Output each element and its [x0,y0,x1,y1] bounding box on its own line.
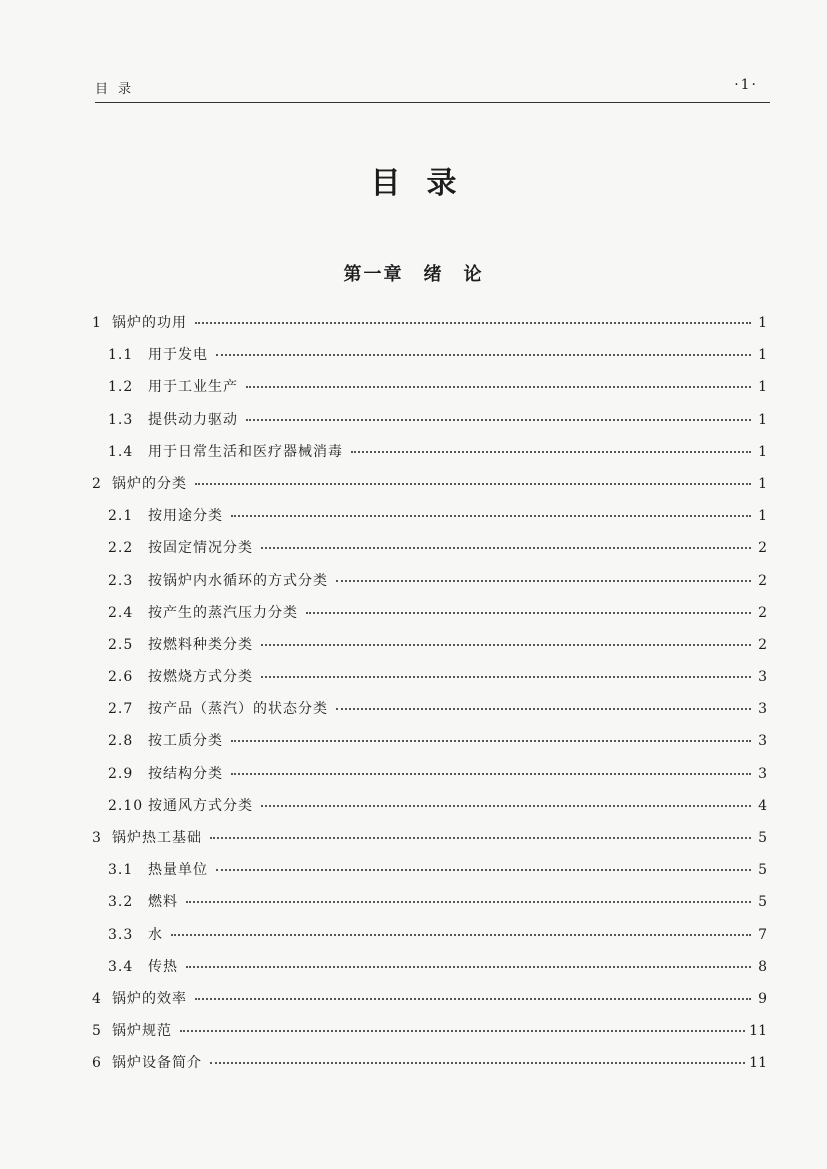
toc-entry-page: 1 [758,411,767,428]
toc-entry-label: 用于工业生产 [148,379,238,396]
toc-entry-number: 3 [92,830,102,846]
toc-dot-leader [231,739,751,742]
toc-entry[interactable] [92,1047,767,1079]
toc-entry-number: 4 [92,990,102,1007]
toc-dot-leader [246,385,751,388]
toc-entry-number: 3.1 [108,862,134,879]
toc-dot-leader [186,965,751,968]
toc-entry[interactable] [92,404,767,436]
toc-entry-label: 按结构分类 [148,765,223,782]
toc-dot-leader [210,1061,745,1064]
toc-entry[interactable] [92,339,767,371]
toc-entry[interactable] [92,1015,767,1047]
toc-entry-number: 3.3 [108,926,134,943]
toc-entry-number: 2.7 [108,701,134,718]
toc-entry-number: 3.4 [108,958,134,975]
toc-entry-page: 1 [758,475,767,492]
toc-entry[interactable] [92,500,767,532]
toc-entry[interactable] [92,693,767,725]
toc-dot-leader [171,933,751,936]
toc-entry-label: 按工质分类 [148,733,223,750]
toc-entry-page: 2 [758,636,767,653]
toc-entry-number: 2.1 [108,508,134,525]
toc-entry-label: 按产品（蒸汽）的状态分类 [148,701,328,718]
toc-dot-leader [261,643,751,646]
toc-entry-page: 11 [749,1023,767,1040]
toc-entry-page: 1 [758,508,767,525]
toc-entry-number: 1.4 [108,443,134,460]
toc-entry-label: 按固定情况分类 [148,540,253,557]
toc-entry[interactable] [92,886,767,918]
toc-entry-number: 2.4 [108,604,134,621]
toc-entry-number: 1 [92,315,102,331]
toc-entry[interactable] [92,919,767,951]
toc-entry-page: 2 [758,604,767,621]
toc-entry-label: 热量单位 [148,862,208,879]
toc-entry-label: 用于发电 [148,347,208,364]
page-number: ·1· [734,77,758,93]
toc-entry-label: 按用途分类 [148,508,223,525]
toc-entry-number: 2.10 [108,797,144,814]
toc-entry-page: 1 [758,315,767,331]
toc-entry-page: 5 [758,862,767,879]
toc-entry[interactable] [92,790,767,822]
toc-entry-number: 1.3 [108,411,134,428]
toc-entry-number: 3.2 [108,894,134,911]
toc-entry-label: 按产生的蒸汽压力分类 [148,604,298,621]
toc-entry-number: 2.5 [108,636,134,653]
toc-entry-number: 2 [92,475,102,492]
toc-entry-label: 传热 [148,958,178,975]
toc-entry-label: 锅炉的效率 [112,990,187,1007]
toc-entry-number: 6 [92,1055,102,1072]
toc-entry[interactable] [92,436,767,468]
toc-dot-leader [195,482,751,485]
toc-dot-leader [336,579,751,582]
table-of-contents [92,307,767,1080]
toc-entry-label: 锅炉规范 [112,1023,172,1040]
toc-entry-page: 11 [749,1055,767,1072]
toc-entry[interactable] [92,565,767,597]
toc-dot-leader [210,836,751,839]
toc-dot-leader [306,611,751,614]
toc-entry-page: 4 [758,797,767,814]
toc-entry-label: 锅炉设备简介 [112,1055,202,1072]
toc-dot-leader [216,353,751,356]
toc-dot-leader [195,997,751,1000]
toc-entry-page: 3 [758,701,767,718]
toc-entry-label: 按燃烧方式分类 [148,669,253,686]
toc-entry[interactable] [92,629,767,661]
toc-entry-label: 按通风方式分类 [148,797,253,814]
toc-entry-label: 用于日常生活和医疗器械消毒 [148,443,343,460]
toc-entry-label: 按锅炉内水循环的方式分类 [148,572,328,589]
chapter-title: 第一章 绪 论 [343,264,484,285]
toc-entry-page: 5 [758,894,767,911]
toc-entry[interactable] [92,725,767,757]
toc-entry-label: 燃料 [148,894,178,911]
toc-dot-leader [216,868,751,871]
toc-dot-leader [246,418,751,421]
toc-entry-page: 3 [758,669,767,686]
toc-entry[interactable] [92,822,767,854]
toc-entry-number: 2.9 [108,765,134,782]
toc-entry[interactable] [92,532,767,564]
toc-entry[interactable] [92,983,767,1015]
toc-entry-page: 3 [758,733,767,750]
toc-entry-label: 提供动力驱动 [148,411,238,428]
toc-dot-leader [336,707,751,710]
toc-dot-leader [351,450,751,453]
toc-entry[interactable] [92,307,767,339]
toc-entry[interactable] [92,758,767,790]
toc-entry-number: 2.8 [108,733,134,750]
toc-entry-page: 9 [758,990,767,1007]
running-header [95,76,770,103]
toc-entry-number: 2.3 [108,572,134,589]
toc-entry[interactable] [92,951,767,983]
toc-entry-label: 按燃料种类分类 [148,636,253,653]
toc-dot-leader [261,804,751,807]
toc-entry-page: 7 [758,926,767,943]
running-header-section: 目录 [95,82,142,97]
page-title: 目录 [370,166,483,201]
toc-entry[interactable] [92,661,767,693]
toc-entry[interactable] [92,468,767,500]
toc-entry-number: 5 [92,1023,102,1040]
toc-entry-page: 5 [758,830,767,846]
toc-dot-leader [231,772,751,775]
toc-entry[interactable] [92,854,767,886]
toc-entry-page: 1 [758,379,767,396]
toc-dot-leader [261,546,751,549]
toc-entry-page: 8 [758,958,767,975]
toc-dot-leader [180,1029,745,1032]
toc-entry-page: 1 [758,347,767,364]
toc-dot-leader [186,900,751,903]
toc-entry-number: 2.6 [108,669,134,686]
toc-entry-label: 锅炉的分类 [112,475,187,492]
toc-entry-number: 1.2 [108,379,134,396]
toc-entry-page: 2 [758,540,767,557]
toc-entry-page: 1 [758,443,767,460]
toc-entry-label: 锅炉的功用 [112,315,187,331]
toc-entry-number: 2.2 [108,540,134,557]
toc-entry-label: 锅炉热工基础 [112,830,202,846]
toc-dot-leader [195,321,751,324]
toc-entry-label: 水 [148,926,163,943]
toc-entry-number: 1.1 [108,347,134,364]
toc-entry[interactable] [92,371,767,403]
toc-entry[interactable] [92,597,767,629]
toc-dot-leader [231,514,751,517]
toc-dot-leader [261,675,751,678]
toc-entry-page: 2 [758,572,767,589]
toc-entry-page: 3 [758,765,767,782]
